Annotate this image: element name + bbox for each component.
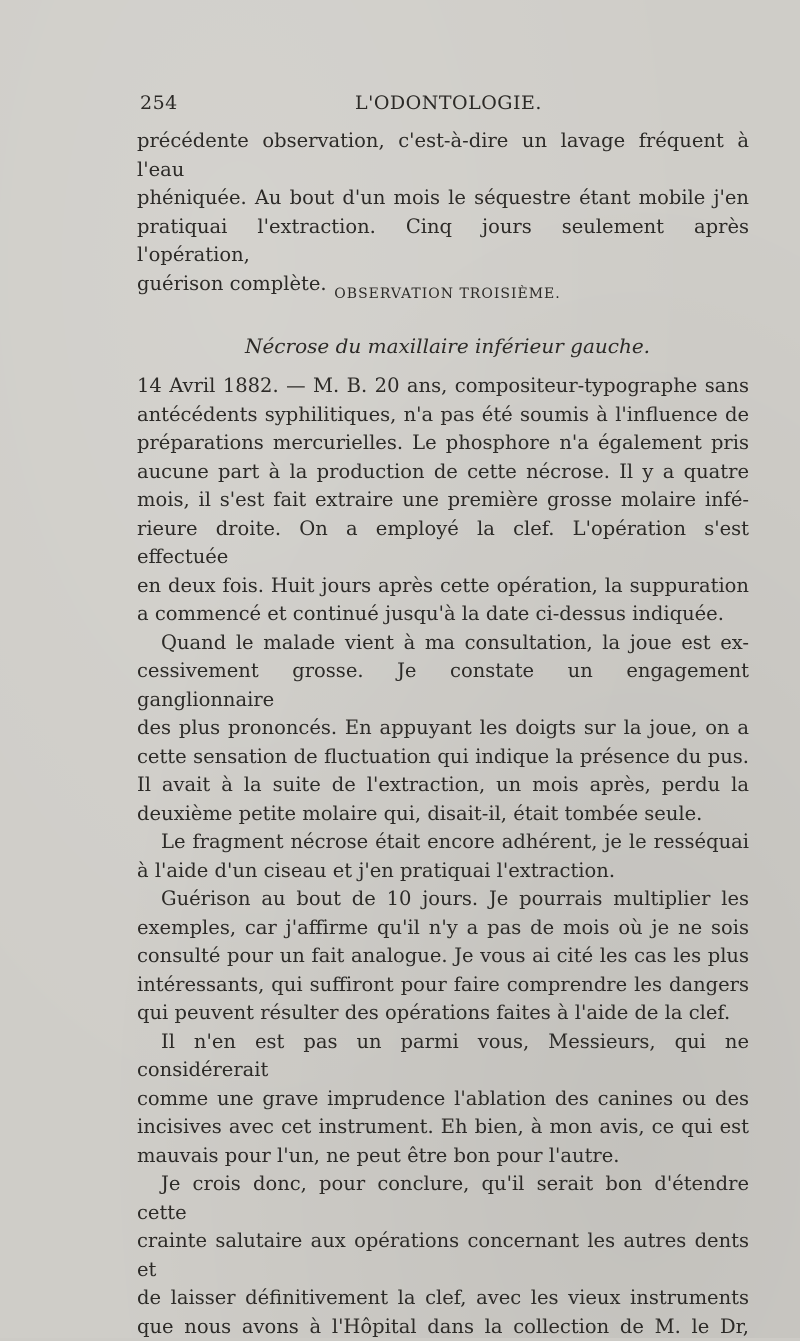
text-line: phéniquée. Au bout d'un mois le séquestre étant mobile j'en xyxy=(137,186,749,209)
page-number: 254 xyxy=(140,92,178,114)
body-text xyxy=(137,372,749,1341)
text-line: mauvais pour l'un, ne peut être bon pour l'autre. xyxy=(137,1144,619,1167)
text-line: des plus prononcés. En appuyant les doigts sur la joue, on a xyxy=(137,716,749,739)
text-line: Il avait à la suite de l'extraction, un mois après, perdu la xyxy=(137,773,749,796)
text-line: Quand le malade vient à ma consultation, la joue est ex- xyxy=(161,631,749,654)
text-line: mois, il s'est fait extraire une première grosse molaire infé- xyxy=(137,488,749,511)
text-line: a commencé et continué jusqu'à la date ci-dessus indiquée. xyxy=(137,602,724,625)
text-line: Guérison au bout de 10 jours. Je pourrais multiplier les xyxy=(161,887,749,910)
text-line: rieure droite. On a employé la clef. L'opération s'est effectuée xyxy=(137,517,749,569)
paragraph xyxy=(137,1028,749,1142)
paragraph xyxy=(137,372,749,600)
text-line: à l'aide d'un ciseau et j'en pratiquai l'extraction. xyxy=(137,859,615,882)
intro-paragraph xyxy=(137,127,749,298)
section-subtitle-text: Nécrose du maxillaire inférieur gauche. xyxy=(245,334,650,358)
paragraph xyxy=(137,629,749,800)
text-line: cessivement grosse. Je constate un engagement ganglionnaire xyxy=(137,659,749,711)
running-title: L'ODONTOLOGIE. xyxy=(355,92,542,114)
page-header xyxy=(140,92,740,116)
text-line: qui peuvent résulter des opérations faites à l'aide de la clef. xyxy=(137,1001,730,1024)
text-line: consulté pour un fait analogue. Je vous ai cité les cas les plus xyxy=(137,944,749,967)
text-line: 14 Avril 1882. — M. B. 20 ans, compositeur-typographe sans xyxy=(137,374,749,397)
text-line: antécédents syphilitiques, n'a pas été soumis à l'influence de xyxy=(137,403,749,426)
paragraph-end xyxy=(137,1142,749,1171)
text-line: deuxième petite molaire qui, disait-il, était tombée seule. xyxy=(137,802,702,825)
text-line: de laisser définitivement la clef, avec les vieux instruments xyxy=(137,1286,749,1309)
text-line: exemples, car j'affirme qu'il n'y a pas de mois où je ne sois xyxy=(137,916,749,939)
paragraph xyxy=(137,828,749,857)
paragraph xyxy=(137,1170,749,1313)
section-title xyxy=(0,286,800,302)
section-title-text: OBSERVATION TROISIÈME. xyxy=(334,286,560,302)
text-line: crainte salutaire aux opérations concernant les autres dents et xyxy=(137,1229,749,1281)
text-line: que nous avons à l'Hôpital dans la collection de M. le Dr, xyxy=(137,1315,749,1338)
text-line: en deux fois. Huit jours après cette opération, la suppuration xyxy=(137,574,749,597)
text-line: préparations mercurielles. Le phosphore n'a également pris xyxy=(137,431,749,454)
text-line: guérison complète. xyxy=(137,272,327,295)
paragraph-end xyxy=(137,800,749,829)
paragraph-continues xyxy=(137,1313,749,1341)
text-line: intéressants, qui suffiront pour faire comprendre les dangers xyxy=(137,973,749,996)
text-line: aucune part à la production de cette nécrose. Il y a quatre xyxy=(137,460,749,483)
text-line: pratiquai l'extraction. Cinq jours seulement après l'opération, xyxy=(137,215,749,267)
section-subtitle xyxy=(0,334,800,358)
text-line: Je crois donc, pour conclure, qu'il serait bon d'étendre cette xyxy=(137,1172,749,1224)
text-line: précédente observation, c'est-à-dire un lavage fréquent à l'eau xyxy=(137,129,749,181)
paragraph-end xyxy=(137,600,749,629)
text-line: Le fragment nécrose était encore adhérent, je le resséquai xyxy=(161,830,749,853)
paragraph xyxy=(137,885,749,999)
text-line: incisives avec cet instrument. Eh bien, à mon avis, ce qui est xyxy=(137,1115,749,1138)
paragraph-end xyxy=(137,857,749,886)
text-line: cette sensation de fluctuation qui indique la présence du pus. xyxy=(137,745,749,768)
text-line: comme une grave imprudence l'ablation des canines ou des xyxy=(137,1087,749,1110)
paragraph-end xyxy=(137,999,749,1028)
text-line: Il n'en est pas un parmi vous, Messieurs, qui ne considérerait xyxy=(137,1030,749,1082)
